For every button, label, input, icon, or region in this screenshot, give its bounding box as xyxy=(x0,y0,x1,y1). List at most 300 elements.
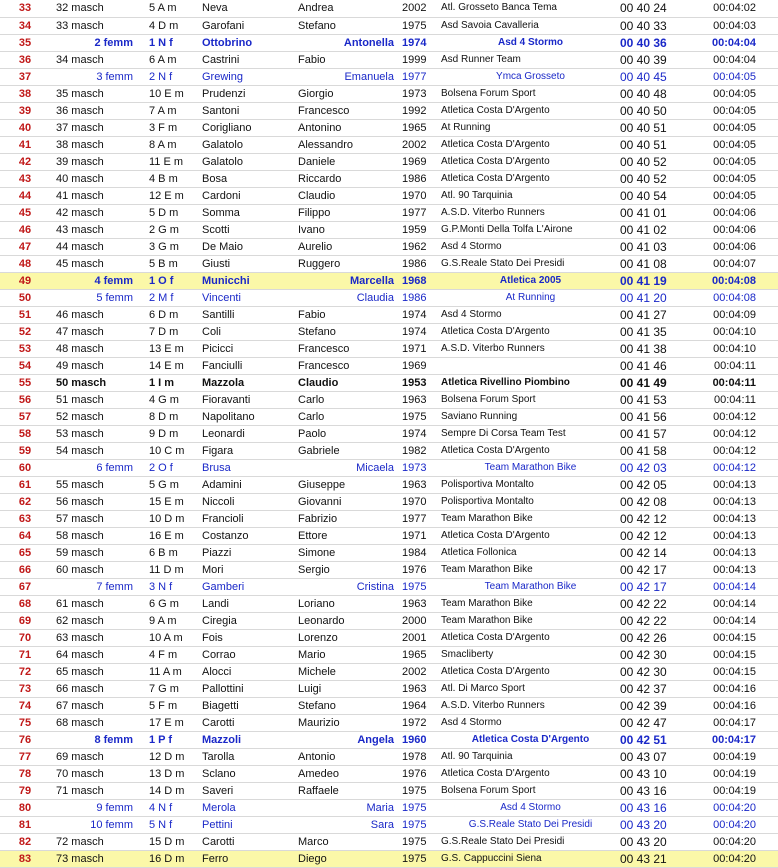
table-row xyxy=(0,714,778,731)
surname-cell: Giusti xyxy=(196,255,292,272)
pace-cell: 00:04:04 xyxy=(704,34,778,51)
finish-time-cell: 00 42 14 xyxy=(620,544,704,561)
team-cell: Atletica Costa D'Argento xyxy=(438,153,620,170)
birth-year-cell: 1963 xyxy=(402,476,438,493)
surname-cell: Neva xyxy=(196,0,292,17)
position-cell: 38 xyxy=(0,85,50,102)
surname-cell: Gamberi xyxy=(196,578,292,595)
finish-time-cell: 00 41 38 xyxy=(620,340,704,357)
surname-cell: Adamini xyxy=(196,476,292,493)
finish-time-cell: 00 40 51 xyxy=(620,119,704,136)
first-name-cell: Antonio xyxy=(292,748,402,765)
team-cell: Asd 4 Stormo xyxy=(438,238,620,255)
surname-cell: Landi xyxy=(196,595,292,612)
first-name-cell: Sara xyxy=(292,816,402,833)
finish-time-cell: 00 40 45 xyxy=(620,68,704,85)
table-row xyxy=(0,765,778,782)
team-cell: Team Marathon Bike xyxy=(438,561,620,578)
category-rank-cell: 36 masch xyxy=(50,102,143,119)
surname-cell: Ottobrino xyxy=(196,34,292,51)
finish-time-cell: 00 42 51 xyxy=(620,731,704,748)
first-name-cell: Francesco xyxy=(292,357,402,374)
category-rank-cell: 62 masch xyxy=(50,612,143,629)
table-row xyxy=(0,408,778,425)
category-rank-cell: 55 masch xyxy=(50,476,143,493)
position-cell: 42 xyxy=(0,153,50,170)
position-cell: 55 xyxy=(0,374,50,391)
team-cell: Atl. 90 Tarquinia xyxy=(438,187,620,204)
pace-cell: 00:04:05 xyxy=(704,119,778,136)
position-cell: 33 xyxy=(0,0,50,17)
pace-cell: 00:04:11 xyxy=(704,374,778,391)
table-row xyxy=(0,510,778,527)
birth-year-cell: 1963 xyxy=(402,595,438,612)
birth-year-cell: 1982 xyxy=(402,442,438,459)
table-row xyxy=(0,136,778,153)
first-name-cell: Ivano xyxy=(292,221,402,238)
category-rank-cell: 48 masch xyxy=(50,340,143,357)
finish-time-cell: 00 42 03 xyxy=(620,459,704,476)
category-code-cell: 16 D m xyxy=(143,850,196,867)
position-cell: 70 xyxy=(0,629,50,646)
birth-year-cell: 1974 xyxy=(402,34,438,51)
pace-cell: 00:04:13 xyxy=(704,476,778,493)
finish-time-cell: 00 40 50 xyxy=(620,102,704,119)
surname-cell: Municchi xyxy=(196,272,292,289)
table-row xyxy=(0,221,778,238)
first-name-cell: Andrea xyxy=(292,0,402,17)
position-cell: 44 xyxy=(0,187,50,204)
team-cell: At Running xyxy=(438,289,620,306)
pace-cell: 00:04:05 xyxy=(704,170,778,187)
category-code-cell: 15 D m xyxy=(143,833,196,850)
finish-time-cell: 00 40 24 xyxy=(620,0,704,17)
team-cell: Polisportiva Montalto xyxy=(438,493,620,510)
team-cell: Team Marathon Bike xyxy=(438,578,620,595)
category-code-cell: 2 O f xyxy=(143,459,196,476)
first-name-cell: Gabriele xyxy=(292,442,402,459)
pace-cell: 00:04:02 xyxy=(704,0,778,17)
birth-year-cell: 2002 xyxy=(402,663,438,680)
category-code-cell: 16 E m xyxy=(143,527,196,544)
category-rank-cell: 67 masch xyxy=(50,697,143,714)
table-row xyxy=(0,255,778,272)
finish-time-cell: 00 42 05 xyxy=(620,476,704,493)
birth-year-cell: 1962 xyxy=(402,238,438,255)
finish-time-cell: 00 41 58 xyxy=(620,442,704,459)
position-cell: 74 xyxy=(0,697,50,714)
position-cell: 46 xyxy=(0,221,50,238)
category-code-cell: 7 A m xyxy=(143,102,196,119)
position-cell: 73 xyxy=(0,680,50,697)
position-cell: 64 xyxy=(0,527,50,544)
pace-cell: 00:04:10 xyxy=(704,323,778,340)
table-row xyxy=(0,731,778,748)
category-code-cell: 4 B m xyxy=(143,170,196,187)
finish-time-cell: 00 40 36 xyxy=(620,34,704,51)
table-row xyxy=(0,153,778,170)
finish-time-cell: 00 42 47 xyxy=(620,714,704,731)
team-cell: Atl. 90 Tarquinia xyxy=(438,748,620,765)
table-row xyxy=(0,833,778,850)
table-row xyxy=(0,476,778,493)
category-code-cell: 4 D m xyxy=(143,17,196,34)
birth-year-cell: 1986 xyxy=(402,289,438,306)
team-cell: Asd 4 Stormo xyxy=(438,34,620,51)
pace-cell: 00:04:13 xyxy=(704,527,778,544)
table-row xyxy=(0,187,778,204)
position-cell: 62 xyxy=(0,493,50,510)
team-cell: A.S.D. Viterbo Runners xyxy=(438,204,620,221)
finish-time-cell: 00 41 08 xyxy=(620,255,704,272)
finish-time-cell: 00 40 48 xyxy=(620,85,704,102)
first-name-cell: Maria xyxy=(292,799,402,816)
category-code-cell: 5 F m xyxy=(143,697,196,714)
first-name-cell: Francesco xyxy=(292,102,402,119)
table-row xyxy=(0,170,778,187)
category-rank-cell: 70 masch xyxy=(50,765,143,782)
first-name-cell: Simone xyxy=(292,544,402,561)
team-cell: Atl. Di Marco Sport xyxy=(438,680,620,697)
surname-cell: Galatolo xyxy=(196,136,292,153)
team-cell: Asd Runner Team xyxy=(438,51,620,68)
first-name-cell: Luigi xyxy=(292,680,402,697)
first-name-cell: Marco xyxy=(292,833,402,850)
surname-cell: Vincenti xyxy=(196,289,292,306)
surname-cell: Castrini xyxy=(196,51,292,68)
category-rank-cell: 3 femm xyxy=(50,68,143,85)
pace-cell: 00:04:12 xyxy=(704,408,778,425)
category-code-cell: 10 E m xyxy=(143,85,196,102)
pace-cell: 00:04:05 xyxy=(704,187,778,204)
category-rank-cell: 32 masch xyxy=(50,0,143,17)
first-name-cell: Fabrizio xyxy=(292,510,402,527)
table-row xyxy=(0,85,778,102)
team-cell: A.S.D. Viterbo Runners xyxy=(438,340,620,357)
pace-cell: 00:04:09 xyxy=(704,306,778,323)
category-rank-cell: 71 masch xyxy=(50,782,143,799)
first-name-cell: Emanuela xyxy=(292,68,402,85)
surname-cell: Fioravanti xyxy=(196,391,292,408)
table-row xyxy=(0,816,778,833)
category-code-cell: 12 E m xyxy=(143,187,196,204)
category-rank-cell: 73 masch xyxy=(50,850,143,867)
first-name-cell: Fabio xyxy=(292,51,402,68)
team-cell: Smacliberty xyxy=(438,646,620,663)
team-cell: A.S.D. Viterbo Runners xyxy=(438,697,620,714)
team-cell: Asd 4 Stormo xyxy=(438,714,620,731)
position-cell: 75 xyxy=(0,714,50,731)
team-cell: Atletica Follonica xyxy=(438,544,620,561)
team-cell: Atletica Costa D'Argento xyxy=(438,731,620,748)
table-row xyxy=(0,629,778,646)
first-name-cell: Stefano xyxy=(292,697,402,714)
table-row xyxy=(0,782,778,799)
first-name-cell: Stefano xyxy=(292,17,402,34)
category-rank-cell: 40 masch xyxy=(50,170,143,187)
position-cell: 49 xyxy=(0,272,50,289)
birth-year-cell: 1976 xyxy=(402,765,438,782)
first-name-cell: Ettore xyxy=(292,527,402,544)
birth-year-cell: 1970 xyxy=(402,187,438,204)
birth-year-cell: 1984 xyxy=(402,544,438,561)
finish-time-cell: 00 42 12 xyxy=(620,510,704,527)
finish-time-cell: 00 42 22 xyxy=(620,595,704,612)
table-row xyxy=(0,204,778,221)
pace-cell: 00:04:16 xyxy=(704,697,778,714)
category-code-cell: 1 P f xyxy=(143,731,196,748)
category-code-cell: 10 A m xyxy=(143,629,196,646)
position-cell: 79 xyxy=(0,782,50,799)
finish-time-cell: 00 40 51 xyxy=(620,136,704,153)
team-cell: Ymca Grosseto xyxy=(438,68,620,85)
birth-year-cell: 1975 xyxy=(402,578,438,595)
surname-cell: Mazzola xyxy=(196,374,292,391)
position-cell: 66 xyxy=(0,561,50,578)
category-code-cell: 4 F m xyxy=(143,646,196,663)
birth-year-cell: 1963 xyxy=(402,391,438,408)
team-cell: Atletica Costa D'Argento xyxy=(438,323,620,340)
finish-time-cell: 00 41 56 xyxy=(620,408,704,425)
first-name-cell: Claudio xyxy=(292,374,402,391)
surname-cell: Picicci xyxy=(196,340,292,357)
finish-time-cell: 00 42 12 xyxy=(620,527,704,544)
category-code-cell: 14 E m xyxy=(143,357,196,374)
first-name-cell: Paolo xyxy=(292,425,402,442)
pace-cell: 00:04:16 xyxy=(704,680,778,697)
birth-year-cell: 1964 xyxy=(402,697,438,714)
team-cell: Atl. Grosseto Banca Tema xyxy=(438,0,620,17)
category-code-cell: 8 D m xyxy=(143,408,196,425)
position-cell: 37 xyxy=(0,68,50,85)
category-rank-cell: 7 femm xyxy=(50,578,143,595)
first-name-cell: Cristina xyxy=(292,578,402,595)
category-code-cell: 14 D m xyxy=(143,782,196,799)
finish-time-cell: 00 42 26 xyxy=(620,629,704,646)
pace-cell: 00:04:11 xyxy=(704,357,778,374)
finish-time-cell: 00 41 02 xyxy=(620,221,704,238)
finish-time-cell: 00 42 08 xyxy=(620,493,704,510)
category-code-cell: 17 E m xyxy=(143,714,196,731)
pace-cell: 00:04:03 xyxy=(704,17,778,34)
surname-cell: Pettini xyxy=(196,816,292,833)
surname-cell: Piazzi xyxy=(196,544,292,561)
pace-cell: 00:04:17 xyxy=(704,731,778,748)
surname-cell: De Maio xyxy=(196,238,292,255)
category-rank-cell: 65 masch xyxy=(50,663,143,680)
team-cell: Team Marathon Bike xyxy=(438,612,620,629)
category-rank-cell: 54 masch xyxy=(50,442,143,459)
category-rank-cell: 5 femm xyxy=(50,289,143,306)
pace-cell: 00:04:15 xyxy=(704,663,778,680)
table-row xyxy=(0,391,778,408)
position-cell: 43 xyxy=(0,170,50,187)
finish-time-cell: 00 42 39 xyxy=(620,697,704,714)
category-code-cell: 13 D m xyxy=(143,765,196,782)
table-row xyxy=(0,595,778,612)
finish-time-cell: 00 40 54 xyxy=(620,187,704,204)
category-code-cell: 5 D m xyxy=(143,204,196,221)
finish-time-cell: 00 43 07 xyxy=(620,748,704,765)
surname-cell: Santilli xyxy=(196,306,292,323)
position-cell: 34 xyxy=(0,17,50,34)
surname-cell: Pallottini xyxy=(196,680,292,697)
table-row xyxy=(0,323,778,340)
first-name-cell: Filippo xyxy=(292,204,402,221)
team-cell: Asd Savoia Cavalleria xyxy=(438,17,620,34)
table-row xyxy=(0,51,778,68)
surname-cell: Francioli xyxy=(196,510,292,527)
category-rank-cell: 43 masch xyxy=(50,221,143,238)
table-row xyxy=(0,119,778,136)
position-cell: 76 xyxy=(0,731,50,748)
pace-cell: 00:04:19 xyxy=(704,748,778,765)
pace-cell: 00:04:14 xyxy=(704,578,778,595)
birth-year-cell: 2001 xyxy=(402,629,438,646)
team-cell: Saviano Running xyxy=(438,408,620,425)
position-cell: 51 xyxy=(0,306,50,323)
finish-time-cell: 00 40 39 xyxy=(620,51,704,68)
first-name-cell: Riccardo xyxy=(292,170,402,187)
birth-year-cell: 1971 xyxy=(402,340,438,357)
team-cell: G.P.Monti Della Tolfa L'Airone xyxy=(438,221,620,238)
finish-time-cell: 00 41 03 xyxy=(620,238,704,255)
surname-cell: Niccoli xyxy=(196,493,292,510)
surname-cell: Costanzo xyxy=(196,527,292,544)
category-code-cell: 2 N f xyxy=(143,68,196,85)
surname-cell: Mazzoli xyxy=(196,731,292,748)
category-rank-cell: 59 masch xyxy=(50,544,143,561)
team-cell: Team Marathon Bike xyxy=(438,459,620,476)
first-name-cell: Antonella xyxy=(292,34,402,51)
surname-cell: Somma xyxy=(196,204,292,221)
category-code-cell: 10 D m xyxy=(143,510,196,527)
category-rank-cell: 53 masch xyxy=(50,425,143,442)
first-name-cell: Raffaele xyxy=(292,782,402,799)
surname-cell: Corigliano xyxy=(196,119,292,136)
pace-cell: 00:04:05 xyxy=(704,85,778,102)
table-row xyxy=(0,663,778,680)
category-code-cell: 11 E m xyxy=(143,153,196,170)
first-name-cell: Carlo xyxy=(292,391,402,408)
first-name-cell: Angela xyxy=(292,731,402,748)
pace-cell: 00:04:05 xyxy=(704,153,778,170)
category-rank-cell: 9 femm xyxy=(50,799,143,816)
team-cell: Sempre Di Corsa Team Test xyxy=(438,425,620,442)
pace-cell: 00:04:13 xyxy=(704,493,778,510)
pace-cell: 00:04:08 xyxy=(704,272,778,289)
category-code-cell: 10 C m xyxy=(143,442,196,459)
surname-cell: Bosa xyxy=(196,170,292,187)
category-code-cell: 15 E m xyxy=(143,493,196,510)
pace-cell: 00:04:07 xyxy=(704,255,778,272)
table-row xyxy=(0,544,778,561)
pace-cell: 00:04:05 xyxy=(704,68,778,85)
position-cell: 35 xyxy=(0,34,50,51)
finish-time-cell: 00 43 10 xyxy=(620,765,704,782)
finish-time-cell: 00 42 30 xyxy=(620,663,704,680)
team-cell: Atletica Costa D'Argento xyxy=(438,442,620,459)
first-name-cell: Francesco xyxy=(292,340,402,357)
birth-year-cell: 1970 xyxy=(402,493,438,510)
category-rank-cell: 68 masch xyxy=(50,714,143,731)
team-cell: Atletica Costa D'Argento xyxy=(438,527,620,544)
team-cell: Atletica Rivellino Piombino xyxy=(438,374,620,391)
category-rank-cell: 39 masch xyxy=(50,153,143,170)
first-name-cell: Lorenzo xyxy=(292,629,402,646)
team-cell: G.S.Reale Stato Dei Presidi xyxy=(438,816,620,833)
category-code-cell: 1 N f xyxy=(143,34,196,51)
position-cell: 68 xyxy=(0,595,50,612)
category-rank-cell: 44 masch xyxy=(50,238,143,255)
position-cell: 58 xyxy=(0,425,50,442)
category-code-cell: 1 I m xyxy=(143,374,196,391)
position-cell: 72 xyxy=(0,663,50,680)
surname-cell: Cardoni xyxy=(196,187,292,204)
pace-cell: 00:04:12 xyxy=(704,425,778,442)
first-name-cell: Sergio xyxy=(292,561,402,578)
birth-year-cell: 1973 xyxy=(402,459,438,476)
position-cell: 77 xyxy=(0,748,50,765)
team-cell: Bolsena Forum Sport xyxy=(438,782,620,799)
pace-cell: 00:04:20 xyxy=(704,799,778,816)
category-code-cell: 6 A m xyxy=(143,51,196,68)
surname-cell: Fanciulli xyxy=(196,357,292,374)
pace-cell: 00:04:10 xyxy=(704,340,778,357)
position-cell: 53 xyxy=(0,340,50,357)
position-cell: 36 xyxy=(0,51,50,68)
birth-year-cell: 1986 xyxy=(402,255,438,272)
table-row xyxy=(0,578,778,595)
category-code-cell: 1 O f xyxy=(143,272,196,289)
category-rank-cell: 51 masch xyxy=(50,391,143,408)
finish-time-cell: 00 42 17 xyxy=(620,561,704,578)
table-row xyxy=(0,0,778,17)
table-row xyxy=(0,612,778,629)
finish-time-cell: 00 43 16 xyxy=(620,782,704,799)
birth-year-cell: 1960 xyxy=(402,731,438,748)
category-code-cell: 3 N f xyxy=(143,578,196,595)
surname-cell: Fois xyxy=(196,629,292,646)
category-rank-cell: 37 masch xyxy=(50,119,143,136)
first-name-cell: Mario xyxy=(292,646,402,663)
category-code-cell: 7 D m xyxy=(143,323,196,340)
first-name-cell: Claudia xyxy=(292,289,402,306)
table-row xyxy=(0,561,778,578)
birth-year-cell: 1973 xyxy=(402,85,438,102)
birth-year-cell: 1976 xyxy=(402,561,438,578)
position-cell: 60 xyxy=(0,459,50,476)
first-name-cell: Micaela xyxy=(292,459,402,476)
surname-cell: Mori xyxy=(196,561,292,578)
team-cell xyxy=(438,357,620,374)
first-name-cell: Claudio xyxy=(292,187,402,204)
position-cell: 40 xyxy=(0,119,50,136)
team-cell: G.S.Reale Stato Dei Presidi xyxy=(438,833,620,850)
finish-time-cell: 00 41 46 xyxy=(620,357,704,374)
team-cell: Asd 4 Stormo xyxy=(438,306,620,323)
category-rank-cell: 58 masch xyxy=(50,527,143,544)
pace-cell: 00:04:05 xyxy=(704,136,778,153)
birth-year-cell: 1999 xyxy=(402,51,438,68)
position-cell: 67 xyxy=(0,578,50,595)
table-row xyxy=(0,493,778,510)
category-code-cell: 8 A m xyxy=(143,136,196,153)
category-rank-cell: 69 masch xyxy=(50,748,143,765)
category-rank-cell: 38 masch xyxy=(50,136,143,153)
pace-cell: 00:04:08 xyxy=(704,289,778,306)
team-cell: G.S. Cappuccini Siena xyxy=(438,850,620,867)
